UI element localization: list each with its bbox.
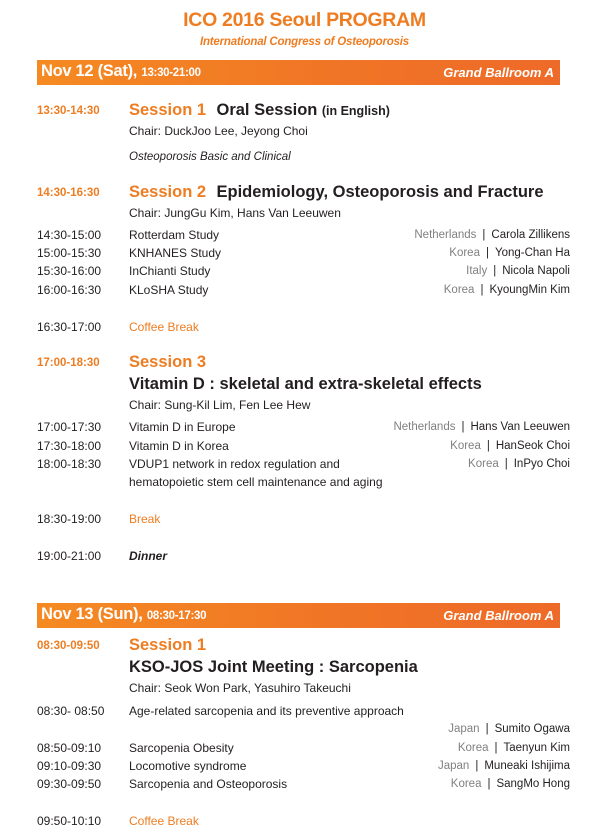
talk-country: Italy	[466, 265, 488, 277]
talk-country: Netherlands	[393, 421, 456, 433]
talk-title: KLoSHA Study	[129, 283, 209, 297]
day-room: Grand Ballroom A	[443, 65, 554, 80]
talk-time: 09:30-09:50	[37, 777, 102, 791]
talk-time: 08:50-09:10	[37, 741, 102, 755]
separator: |	[504, 458, 508, 470]
session-time: 17:00-18:30	[37, 357, 100, 369]
talk-title: Rotterdam Study	[129, 228, 220, 242]
talk-meta	[450, 440, 570, 452]
talk-title: Vitamin D in Europe	[129, 420, 236, 434]
talk-time: 17:30-18:00	[37, 439, 102, 453]
talk-meta	[466, 265, 570, 277]
session-title: Oral Session	[216, 101, 318, 119]
talk-speaker: Nicola Napoli	[502, 265, 570, 277]
talk-title: Sarcopenia Obesity	[129, 741, 234, 755]
session-title: KSO-JOS Joint Meeting : Sarcopenia	[129, 658, 418, 676]
session-time: 08:30-09:50	[37, 640, 100, 652]
page-title: ICO 2016 Seoul PROGRAM	[183, 9, 426, 31]
talk-country: Japan	[438, 760, 470, 772]
talk-title: KNHANES Study	[129, 246, 222, 260]
session-title-suffix: (in English)	[321, 104, 390, 118]
talk-time: 08:30- 08:50	[37, 704, 105, 718]
session-chair: Chair: Seok Won Park, Yasuhiro Takeuchi	[129, 681, 351, 695]
talk-meta	[438, 760, 570, 772]
separator: |	[475, 760, 479, 772]
session-label: Session 2	[129, 183, 207, 201]
talk-time: 16:00-16:30	[37, 283, 102, 297]
talk-country: Netherlands	[414, 229, 477, 241]
session-heading	[129, 183, 544, 202]
separator: |	[487, 778, 491, 790]
talk-country: Korea	[457, 742, 489, 754]
separator: |	[482, 229, 486, 241]
session-label: Session 1	[129, 636, 207, 654]
talk-speaker: Muneaki Ishijima	[484, 760, 570, 772]
separator: |	[494, 742, 498, 754]
talk-speaker: Carola Zillikens	[491, 229, 570, 241]
day-date: Nov 13 (Sun), 08:30-17:30	[41, 605, 207, 623]
talk-title: Locomotive syndrome	[129, 759, 247, 773]
talk-time: 15:00-15:30	[37, 246, 102, 260]
talk-time: 18:00-18:30	[37, 457, 102, 471]
separator: |	[493, 265, 497, 277]
break-time: 09:50-10:10	[37, 814, 102, 828]
talk-country: Korea	[449, 247, 480, 259]
session-time: 14:30-16:30	[37, 187, 100, 199]
day-banner-nov12	[37, 60, 560, 85]
session-chair: Chair: DuckJoo Lee, Jeyong Choi	[129, 124, 308, 138]
talk-meta	[458, 742, 570, 754]
talk-time: 17:00-17:30	[37, 420, 102, 434]
talk-country: Japan	[448, 723, 480, 735]
talk-country: Korea	[443, 284, 475, 296]
talk-speaker: Sumito Ogawa	[494, 723, 570, 735]
talk-time: 14:30-15:00	[37, 228, 102, 242]
day-time: 08:30-17:30	[146, 610, 207, 622]
talk-title: Vitamin D in Korea	[129, 439, 229, 453]
talk-meta	[414, 229, 570, 241]
separator: |	[461, 421, 465, 433]
session-note: Osteoporosis Basic and Clinical	[129, 151, 291, 163]
coffee-break-label: Coffee Break	[129, 814, 199, 828]
dinner-label: Dinner	[129, 549, 168, 563]
talk-speaker: KyoungMin Kim	[489, 284, 570, 296]
session-heading	[129, 101, 390, 120]
talk-speaker: Yong-Chan Ha	[494, 247, 570, 259]
talk-speaker: HanSeok Choi	[495, 440, 570, 452]
session-title: Epidemiology, Osteoporosis and Fracture	[216, 183, 544, 201]
talk-time: 15:30-16:00	[37, 264, 102, 278]
break-time: 16:30-17:00	[37, 320, 102, 334]
session-chair: Chair: JungGu Kim, Hans Van Leeuwen	[129, 206, 341, 220]
separator: |	[486, 440, 490, 452]
talk-country: Korea	[450, 778, 482, 790]
page-subtitle: International Congress of Osteoporosis	[199, 36, 409, 48]
talk-country: Korea	[450, 440, 481, 452]
separator: |	[485, 723, 489, 735]
talk-meta	[451, 778, 570, 790]
break-time: 18:30-19:00	[37, 512, 102, 526]
talk-speaker: Taenyun Kim	[503, 742, 570, 754]
talk-title: Age-related sarcopenia and its preventive approach	[129, 704, 404, 718]
separator: |	[480, 284, 484, 296]
dinner-time: 19:00-21:00	[37, 549, 102, 563]
day-banner-nov13	[37, 603, 560, 628]
talk-speaker: SangMo Hong	[496, 778, 570, 790]
talk-meta	[448, 723, 570, 735]
talk-title: InChianti Study	[129, 264, 211, 278]
talk-meta	[393, 421, 570, 433]
talk-meta	[468, 458, 570, 470]
coffee-break-label: Coffee Break	[129, 320, 199, 334]
day-time: 13:30-21:00	[141, 67, 201, 79]
talk-title-line2: hematopoietic stem cell maintenance and aging	[129, 475, 383, 489]
talk-meta	[444, 284, 570, 296]
separator: |	[485, 247, 489, 259]
day-date: Nov 12 (Sat), 13:30-21:00	[41, 62, 201, 80]
talk-time: 09:10-09:30	[37, 759, 102, 773]
session-time: 13:30-14:30	[37, 105, 100, 117]
session-chair: Chair: Sung-Kil Lim, Fen Lee Hew	[129, 398, 311, 412]
talk-title: Sarcopenia and Osteoporosis	[129, 777, 288, 791]
break-label: Break	[129, 512, 161, 526]
talk-title: VDUP1 network in redox regulation and	[129, 457, 340, 471]
talk-speaker: InPyo Choi	[513, 458, 570, 470]
talk-country: Korea	[468, 458, 499, 470]
day-room: Grand Ballroom A	[443, 608, 554, 623]
talk-speaker: Hans Van Leeuwen	[470, 421, 570, 433]
session-title: Vitamin D : skeletal and extra-skeletal effects	[129, 375, 482, 393]
session-label: Session 3	[129, 353, 207, 371]
talk-meta	[449, 247, 570, 259]
session-label: Session 1	[129, 101, 207, 119]
